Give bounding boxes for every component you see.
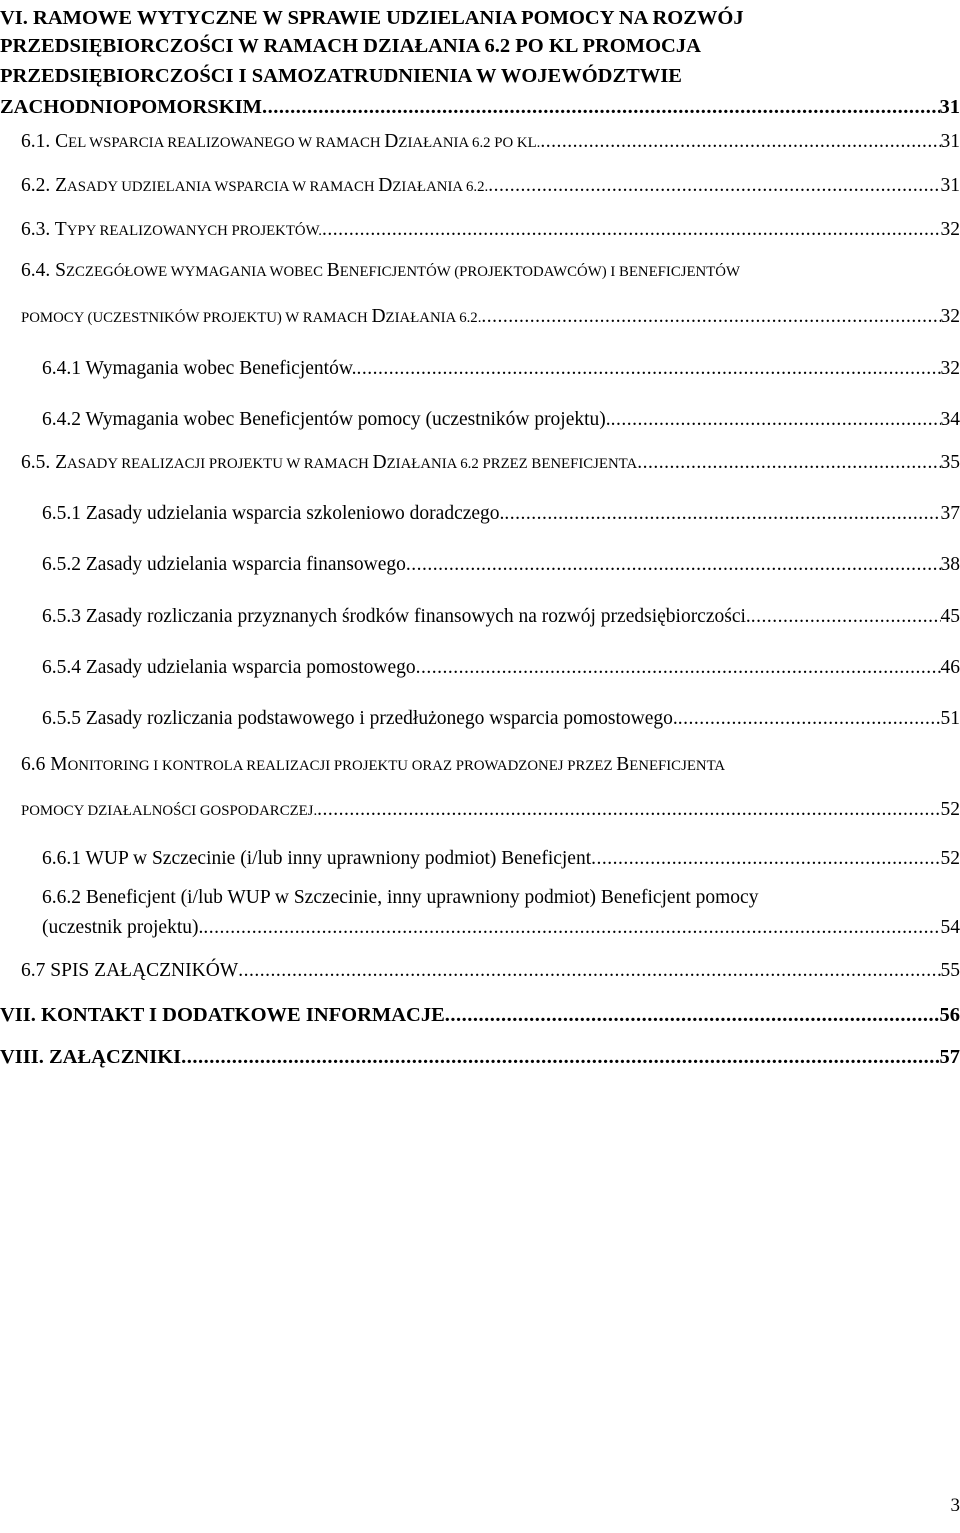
toc-page-number: 55 [940, 960, 960, 981]
toc-entry-title: 6.7 SPIS ZAŁĄCZNIKÓW [21, 960, 239, 981]
dot-leader [238, 955, 940, 987]
toc-entry-title: 6.2. ZASADY UDZIELANIA WSPARCIA W RAMACH DZIAŁANIA 6.2. [21, 175, 489, 196]
dot-leader [678, 703, 941, 735]
dot-leader [481, 301, 940, 333]
toc-entry[interactable] [0, 1041, 960, 1073]
toc-entry[interactable] [0, 91, 960, 123]
toc-entry[interactable] [0, 912, 960, 944]
toc-entry[interactable] [0, 301, 960, 333]
dot-leader [317, 794, 940, 826]
dot-leader [611, 404, 941, 436]
toc-entry-title: 6.4. SZCZEGÓŁOWE WYMAGANIA WOBEC BENEFICJENTÓW (PROJEKTODAWCÓW) I BENEFICJENTÓW [21, 260, 740, 281]
toc-entry-title: 6.5.2 Zasady udzielania wsparcia finansowego [42, 554, 406, 575]
toc-entry[interactable] [0, 652, 960, 684]
toc-entry[interactable] [0, 549, 960, 581]
toc-entry-title: 6.6.2 Beneficjent (i/lub WUP w Szczecinie, inny uprawniony podmiot) Beneficjent pomocy [42, 887, 759, 908]
toc-page-number: 31 [940, 131, 960, 152]
toc-entry[interactable] [0, 882, 960, 914]
toc-entry[interactable] [0, 214, 960, 246]
toc-page-number: 32 [940, 306, 960, 327]
toc-entry-title: ZACHODNIOPOMORSKIM [0, 96, 262, 118]
toc-entry-title: PRZEDSIĘBIORCZOŚCI W RAMACH DZIAŁANIA 6.2 PO KL PROMOCJA [0, 35, 701, 57]
toc-entry-title: 6.1. CEL WSPARCIA REALIZOWANEGO W RAMACH DZIAŁANIA 6.2 PO KL. [21, 131, 541, 152]
dot-leader [322, 214, 941, 246]
dot-leader [488, 170, 940, 202]
toc-page-number: 34 [940, 409, 960, 430]
toc-page-number: 37 [940, 503, 960, 524]
toc-page-number: 56 [939, 1004, 960, 1026]
toc-entry-title: 6.3. TYPY REALIZOWANYCH PROJEKTÓW. [21, 219, 322, 240]
toc-entry[interactable] [0, 170, 960, 202]
dot-leader [637, 447, 940, 479]
toc-page-number: 57 [939, 1046, 960, 1068]
dot-leader [591, 843, 940, 875]
toc-entry[interactable] [0, 794, 960, 826]
toc-entry-title: POMOCY DZIAŁALNOŚCI GOSPODARCZEJ. [21, 803, 318, 819]
toc-page-number: 31 [939, 96, 960, 118]
toc-page-number: 38 [940, 554, 960, 575]
toc-entry-title: VI. RAMOWE WYTYCZNE W SPRAWIE UDZIELANIA POMOCY NA ROZWÓJ [0, 7, 744, 29]
dot-leader [540, 126, 940, 158]
toc-entry-title: 6.4.1 Wymagania wobec Beneficjentów. [42, 358, 357, 379]
toc-entry[interactable] [0, 30, 960, 62]
toc-entry[interactable] [0, 999, 960, 1031]
dot-leader [181, 1041, 939, 1073]
toc-entry[interactable] [0, 255, 960, 287]
toc-page-number: 51 [940, 708, 960, 729]
dot-leader [416, 652, 941, 684]
toc-page-number: 32 [940, 219, 960, 240]
toc-entry[interactable] [0, 353, 960, 385]
toc-entry[interactable] [0, 498, 960, 530]
toc-entry-title: (uczestnik projektu). [42, 917, 204, 938]
toc-entry-title: POMOCY (UCZESTNIKÓW PROJEKTU) W RAMACH DZIAŁANIA 6.2. [21, 306, 482, 327]
dot-leader [262, 91, 940, 123]
toc-entry-title: 6.4.2 Wymagania wobec Beneficjentów pomocy (uczestników projektu). [42, 409, 611, 430]
toc-page-number: 31 [940, 175, 960, 196]
toc-entry-title: 6.5.1 Zasady udzielania wsparcia szkoleniowo doradczego. [42, 503, 505, 524]
toc-entry[interactable] [0, 447, 960, 479]
toc-entry[interactable] [0, 955, 960, 987]
toc-entry-title: 6.5.5 Zasady rozliczania podstawowego i przedłużonego wsparcia pomostowego. [42, 708, 678, 729]
page-number: 3 [950, 1495, 960, 1516]
dot-leader [203, 912, 940, 944]
dot-leader [406, 549, 941, 581]
dot-leader [751, 601, 941, 633]
toc-entry-title: VII. KONTAKT I DODATKOWE INFORMACJE [0, 1004, 445, 1026]
toc-entry[interactable] [0, 60, 960, 92]
toc-page-number: 35 [940, 452, 960, 473]
toc-entry-title: 6.5.4 Zasady udzielania wsparcia pomostowego [42, 657, 416, 678]
toc-entry-title: 6.6.1 WUP w Szczecinie (i/lub inny uprawniony podmiot) Beneficjent [42, 848, 592, 869]
toc-entry-title: PRZEDSIĘBIORCZOŚCI I SAMOZATRUDNIENIA W WOJEWÓDZTWIE [0, 65, 682, 87]
toc-page-number: 54 [940, 917, 960, 938]
toc-entry[interactable] [0, 703, 960, 735]
toc-entry[interactable] [0, 749, 960, 781]
toc-entry[interactable] [0, 601, 960, 633]
dot-leader [445, 999, 940, 1031]
toc-entry-title: 6.5.3 Zasady rozliczania przyznanych środków finansowych na rozwój przedsiębiorczości. [42, 606, 751, 627]
toc-entry[interactable] [0, 404, 960, 436]
toc-entry[interactable] [0, 126, 960, 158]
dot-leader [357, 353, 941, 385]
toc-entry[interactable] [0, 843, 960, 875]
dot-leader [504, 498, 940, 530]
toc-page-number: 52 [940, 848, 960, 869]
toc-page-number: 46 [940, 657, 960, 678]
toc-page-number: 32 [940, 358, 960, 379]
toc-entry-title: 6.6 MONITORING I KONTROLA REALIZACJI PROJEKTU ORAZ PROWADZONEJ PRZEZ BENEFICJENTA [21, 754, 726, 775]
toc-page-number: 45 [940, 606, 960, 627]
toc-entry-title: VIII. ZAŁĄCZNIKI [0, 1046, 182, 1068]
toc-entry-title: 6.5. ZASADY REALIZACJI PROJEKTU W RAMACH DZIAŁANIA 6.2 PRZEZ BENEFICJENTA [21, 452, 638, 473]
toc-page-number: 52 [940, 799, 960, 820]
